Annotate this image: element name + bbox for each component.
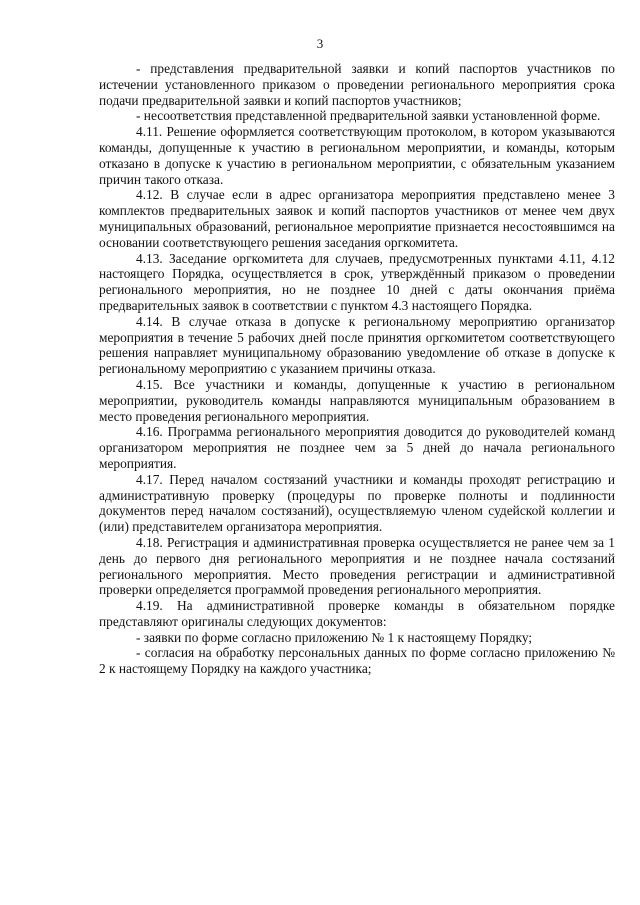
paragraph-2: - несоответствия представленной предварительной заявки установленной форме.	[136, 108, 601, 124]
paragraph-4-13: 4.13. Заседание оргкомитета для случаев, предусмотренных пунктами 4.11, 4.12 настоящего Порядка, осуществляется в срок, утверждённый приказом о проведении регионального мероприятия, но не позднее 10 дней с даты окончания приёма предварительных заявок в соответствии с пунктом 4.3 настоящего Порядка.	[99, 250, 615, 313]
paragraph-4-14: 4.14. В случае отказа в допуске к региональному мероприятию организатор мероприятия в течение 5 рабочих дней после принятия оргкомитетом соответствующего решения направляет муниципальному образованию уведомление об отказе в допуске к региональному мероприятию с указанием причины отказа.	[99, 313, 615, 377]
list-item-application: - заявки по форме согласно приложению № 1 к настоящему Порядку;	[136, 629, 533, 645]
paragraph-4-19: 4.19. На административной проверке команды в обязательном порядке представляют оригиналы следующих документов:	[99, 598, 615, 629]
list-item-consent: - согласия на обработку персональных данных по форме согласно приложению № 2 к настоящему Порядку на каждого участника;	[99, 645, 615, 677]
page-number: 3	[316, 36, 324, 51]
paragraph-4-11: 4.11. Решение оформляется соответствующим протоколом, в котором указываются команды, допущенные к участию в региональном мероприятии, и команды, которым отказано в допуске к участию в региональном мероприятии, с обязательным указанием причин такого отказа.	[99, 124, 615, 187]
paragraph-1: - представления предварительной заявки и копий паспортов участников по истечении установленного приказом о проведении регионального мероприятия срока подачи предварительной заявки и копий паспортов участников;	[99, 61, 615, 108]
paragraph-4-17: 4.17. Перед началом состязаний участники и команды проходят регистрацию и административную проверку (процедуры по проверке полноты и подлинности документов перед началом состязаний), осуществляемую членом судейской коллегии и (или) представителем организатора мероприятия.	[99, 471, 615, 535]
paragraph-4-12: 4.12. В случае если в адрес организатора мероприятия представлено менее 3 комплектов предварительных заявок и копий паспортов участников от менее чем двух муниципальных образований, региональное мероприятие признается несостоявшимся на основании соответствующего решения заседания оргкомитета.	[99, 187, 615, 250]
paragraph-4-16: 4.16. Программа регионального мероприятия доводится до руководителей команд организатором мероприятия не позднее чем за 5 дней до начала регионального мероприятия.	[99, 424, 615, 471]
document-body	[99, 61, 615, 677]
paragraph-4-15: 4.15. Все участники и команды, допущенные к участию в региональном мероприятии, руководитель команды направляются муниципальным образованием в место проведения регионального мероприятия.	[99, 376, 615, 424]
paragraph-4-18: 4.18. Регистрация и административная проверка осуществляется не ранее чем за 1 день до первого дня регионального мероприятия и не позднее начала состязаний регионального мероприятия. Место проведения регистрации и административной проверки определяется программой проведения регионального мероприятия.	[99, 534, 615, 598]
